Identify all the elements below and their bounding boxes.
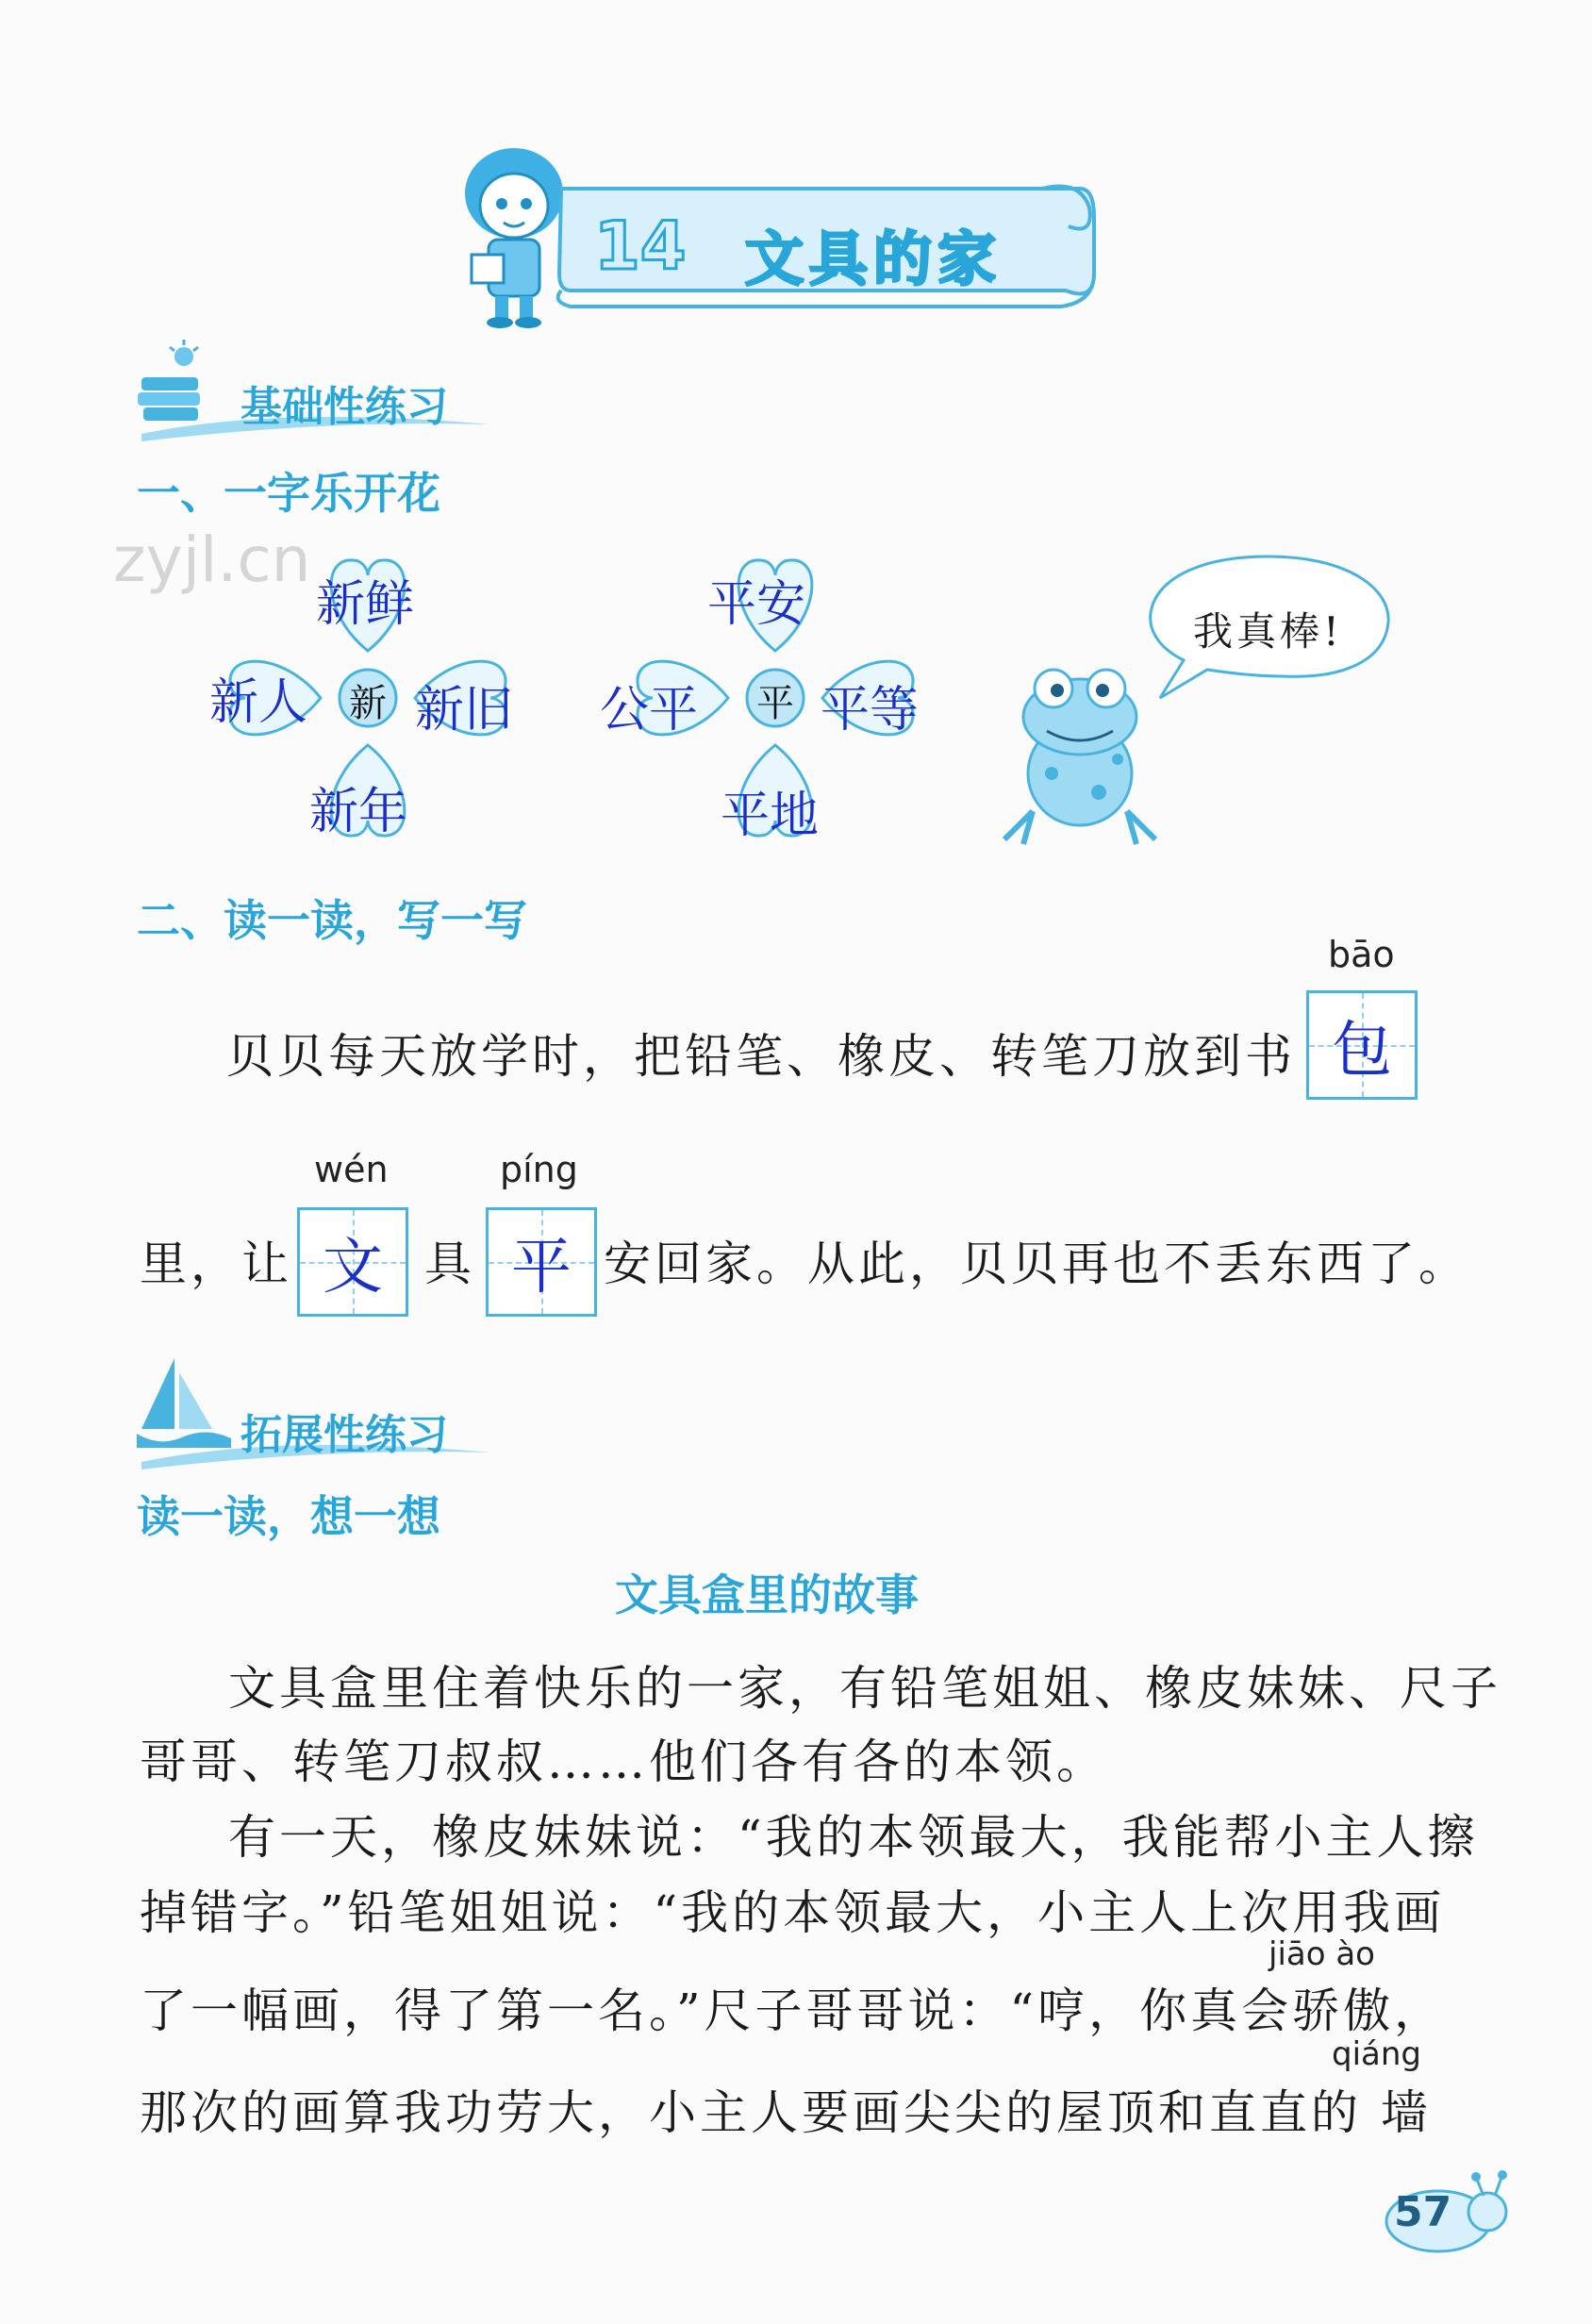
- story-line-5: 了一幅画，得了第一名。”尺子哥哥说：“哼，你真会骄傲，: [140, 1984, 1446, 2038]
- answer-box-2[interactable]: [297, 1207, 408, 1317]
- frog-illustration: [995, 660, 1165, 849]
- flower-1-bottom-word: 新年: [309, 784, 408, 840]
- story-line-3: 有一天，橡皮妹妹说：“我的本领最大，我能帮小主人擦: [228, 1810, 1479, 1865]
- fill-line-1-text: 贝贝每天放学时，把铅笔、橡皮、转笔刀放到书: [226, 1029, 1296, 1084]
- flower-2-right-word: 平等: [821, 682, 920, 739]
- flower-2-bottom-word: 平地: [721, 788, 820, 844]
- extended-subtitle: 读一读，想一想: [137, 1491, 440, 1542]
- basic-practice-label: 基础性练习: [240, 383, 448, 431]
- question-1-title: 一、一字乐开花: [137, 468, 440, 519]
- story-line-6: 那次的画算我功劳大，小主人要画尖尖的屋顶和直直的 墙: [140, 2085, 1432, 2140]
- fill-line-2-middle: 具: [424, 1237, 475, 1291]
- box-2-pinyin: wén: [314, 1149, 389, 1190]
- flower-2-left-word: 公平: [600, 682, 699, 739]
- answer-box-3[interactable]: [486, 1207, 597, 1317]
- pinyin-jiaoao: jiāo ào: [1269, 1935, 1375, 1973]
- lesson-number: 14: [594, 208, 687, 285]
- fill-line-2-end: 安回家。从此，贝贝再也不丢东西了。: [604, 1237, 1469, 1291]
- extended-practice-label: 拓展性练习: [240, 1411, 448, 1459]
- flower-1-center: 新: [349, 682, 387, 725]
- flower-1-left-word: 新人: [209, 674, 308, 731]
- story-line-2: 哥哥、转笔刀叔叔……他们各有各的本领。: [140, 1735, 1107, 1789]
- watermark: zyjl.cn: [113, 523, 311, 596]
- lesson-title: 文具的家: [745, 224, 1003, 293]
- answer-box-2-char: 文: [323, 1233, 383, 1303]
- fill-line-2-start: 里，让: [140, 1237, 292, 1291]
- pinyin-qiang: qiáng: [1332, 2035, 1421, 2073]
- flower-1-right-word: 新旧: [415, 682, 514, 739]
- answer-box-3-char: 平: [511, 1233, 572, 1303]
- story-line-4: 掉错字。”铅笔姐姐说：“我的本领最大，小主人上次用我画: [140, 1885, 1446, 1940]
- answer-box-1[interactable]: [1306, 990, 1418, 1100]
- question-2-title: 二、读一读，写一写: [137, 895, 527, 946]
- box-3-pinyin: píng: [500, 1149, 578, 1190]
- story-line-1: 文具盒里住着快乐的一家，有铅笔姐姐、橡皮妹妹、尺子: [228, 1661, 1501, 1716]
- story-title: 文具盒里的故事: [615, 1569, 919, 1620]
- answer-box-1-char: 包: [1332, 1016, 1392, 1086]
- box-1-pinyin: bāo: [1328, 934, 1395, 975]
- flower-2-center: 平: [756, 682, 794, 725]
- flower-1-top-word: 新鲜: [316, 576, 415, 633]
- page-number: 57: [1394, 2188, 1452, 2236]
- speech-bubble-text: 我真棒!: [1193, 608, 1343, 655]
- flower-2-top-word: 平安: [707, 576, 806, 633]
